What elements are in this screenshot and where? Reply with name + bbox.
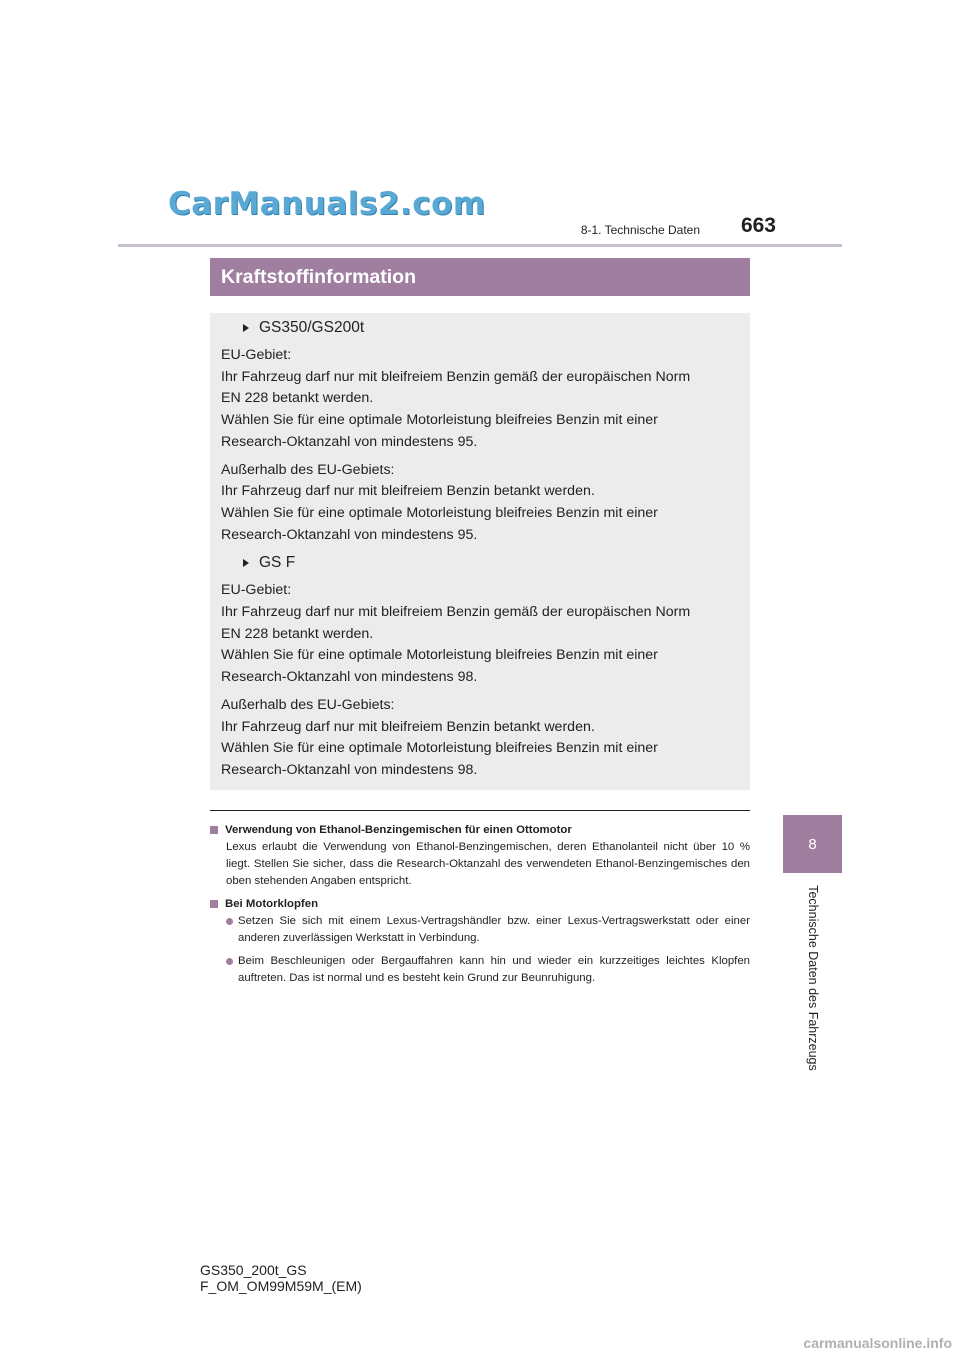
- section-label: 8-1. Technische Daten: [580, 223, 700, 237]
- note-heading-text: Bei Motorklopfen: [225, 898, 319, 910]
- text-line: Außerhalb des EU-Gebiets:: [221, 696, 395, 713]
- triangle-right-icon: [243, 559, 249, 567]
- model-heading-gsf: [243, 552, 739, 574]
- site-watermark: carmanualsonline.info: [803, 1335, 952, 1351]
- text-line: EN 228 betankt werden.: [221, 390, 374, 407]
- chapter-tab[interactable]: 8: [783, 815, 842, 873]
- text-line: Außerhalb des EU-Gebiets:: [221, 461, 395, 478]
- chapter-side-title-text: Technische Daten des Fahrzeugs: [805, 884, 820, 1071]
- non-eu-paragraph: [221, 695, 739, 782]
- fuel-info-box: [210, 313, 750, 790]
- text-line: Research-Oktanzahl von mindestens 95.: [221, 526, 478, 543]
- page-title: Kraftstoffinformation: [210, 258, 750, 296]
- text-line: Ihr Fahrzeug darf nur mit bleifreiem Benzin betankt werden.: [221, 718, 595, 735]
- list-item-text: Setzen Sie sich mit einem Lexus-Vertragshändler bzw. einer Lexus-Vertragswerkstatt oder einer anderen zuverlässigen Werkstatt in Verbindung.: [238, 915, 750, 944]
- note-heading-text: Verwendung von Ethanol-Benzingemischen für einen Ottomotor: [225, 824, 572, 836]
- note-heading-knock: [210, 896, 750, 913]
- list-item: [226, 913, 750, 947]
- eu-paragraph: [221, 345, 739, 454]
- note-heading-ethanol: [210, 822, 750, 839]
- header-divider: [118, 244, 842, 247]
- notes-section: [210, 822, 750, 993]
- text-line: Wählen Sie für eine optimale Motorleistung bleifreies Benzin mit einer: [221, 412, 658, 429]
- text-line: Wählen Sie für eine optimale Motorleistung bleifreies Benzin mit einer: [221, 647, 658, 664]
- model-heading-gs350: [243, 317, 739, 339]
- circle-bullet-icon: [226, 958, 233, 965]
- circle-bullet-icon: [226, 918, 233, 925]
- text-line: Wählen Sie für eine optimale Motorleistung bleifreies Benzin mit einer: [221, 504, 658, 521]
- list-item-text: Beim Beschleunigen oder Bergauffahren kann hin und wieder ein kurzzeitiges leichtes Klopfen auftreten. Das ist normal und es besteht kein Grund zur Beunruhigung.: [238, 955, 750, 984]
- text-line: Ihr Fahrzeug darf nur mit bleifreiem Benzin gemäß der europäischen Norm: [221, 368, 691, 385]
- document-code: GS350_200t_GS F_OM_OM99M59M_(EM): [200, 1262, 362, 1294]
- text-line: Research-Oktanzahl von mindestens 98.: [221, 669, 478, 686]
- text-line: Ihr Fahrzeug darf nur mit bleifreiem Benzin gemäß der europäischen Norm: [221, 604, 691, 621]
- model-heading-text: GS F: [259, 554, 296, 572]
- text-line: Ihr Fahrzeug darf nur mit bleifreiem Benzin betankt werden.: [221, 483, 595, 500]
- triangle-right-icon: [243, 324, 249, 332]
- watermark-logo: CarManuals2.com: [168, 186, 486, 222]
- text-line: Wählen Sie für eine optimale Motorleistung bleifreies Benzin mit einer: [221, 740, 658, 757]
- chapter-side-title: [783, 885, 842, 1070]
- list-item: [226, 953, 750, 987]
- model-heading-text: GS350/GS200t: [259, 319, 365, 336]
- text-line: EU-Gebiet:: [221, 347, 292, 363]
- non-eu-paragraph: [221, 460, 739, 547]
- text-line: EN 228 betankt werden.: [221, 625, 374, 642]
- text-line: Research-Oktanzahl von mindestens 98.: [221, 761, 478, 778]
- eu-paragraph: [221, 580, 739, 689]
- square-bullet-icon: [210, 900, 218, 908]
- text-line: Research-Oktanzahl von mindestens 95.: [221, 433, 478, 450]
- text-line: EU-Gebiet:: [221, 582, 292, 599]
- page-number: 663: [740, 214, 776, 237]
- note-body-ethanol: Lexus erlaubt die Verwendung von Ethanol-Benzingemischen, deren Ethanolanteil nicht über 10 % liegt. Stellen Sie sicher, dass die Research-Oktanzahl des verwendeten Ethanol-Benzingemisches den oben stehenden Angaben entspricht.: [226, 841, 750, 887]
- notes-divider: [210, 810, 750, 811]
- square-bullet-icon: [210, 826, 218, 834]
